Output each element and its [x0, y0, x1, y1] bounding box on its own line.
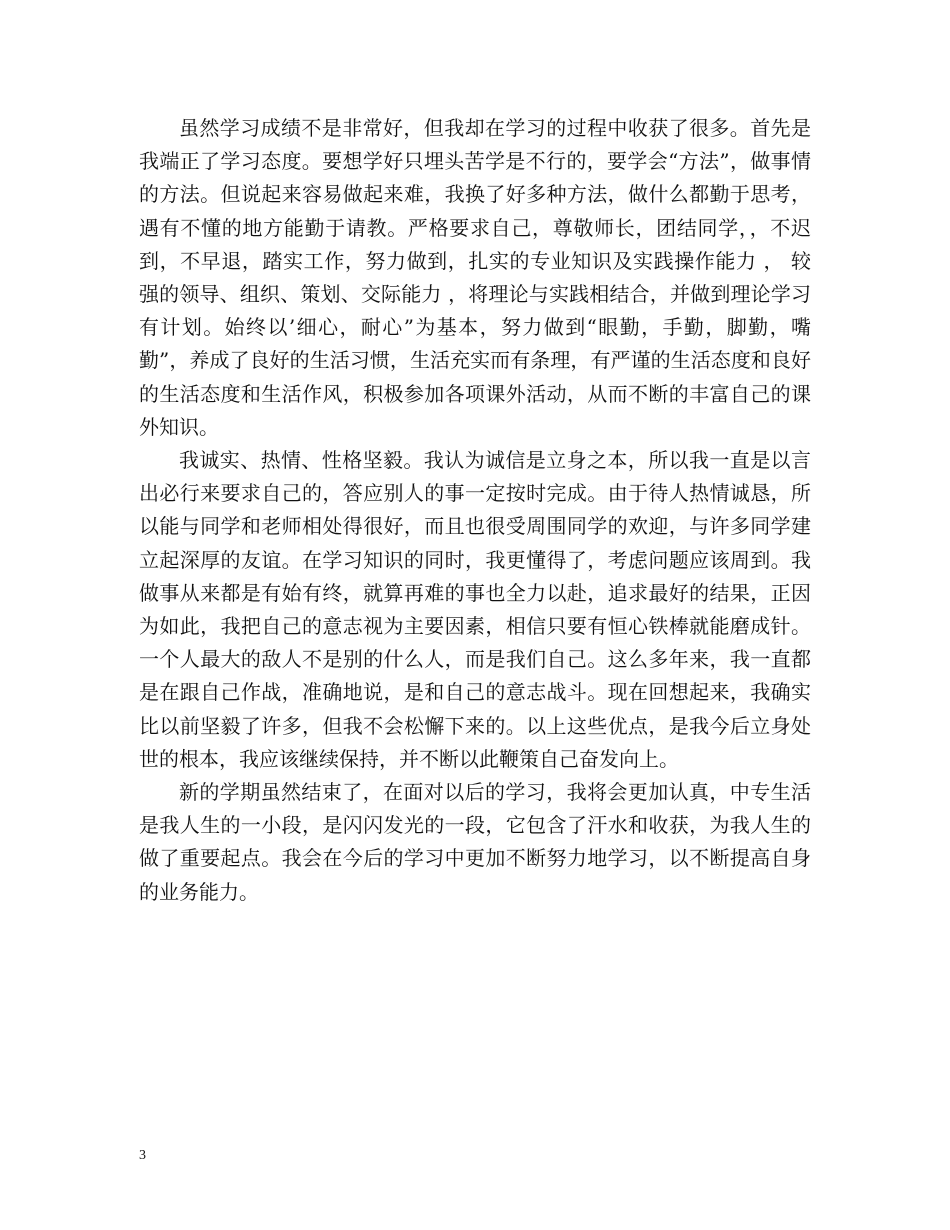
- paragraph-2: 我诚实、热情、性格坚毅。我认为诚信是立身之本，所以我一直是以言出必行来要求自己的，答应别人的事一定按时完成。由于待人热情诚恳，所以能与同学和老师相处得很好，而且也很受周围同学的欢迎，与许多同学建立起深厚的友谊。在学习知识的同时，我更懂得了，考虑问题应该周到。我做事从来都是有始有终，就算再难的事也全力以赴，追求最好的结果，正因为如此，我把自己的意志视为主要因素，相信只要有恒心铁棒就能磨成针。一个人最大的敌人不是别的什么人，而是我们自己。这么多年来，我一直都是在跟自己作战，准确地说，是和自己的意志战斗。现在回想起来，我确实比以前坚毅了许多，但我不会松懈下来的。以上这些优点，是我今后立身处世的根本，我应该继续保持，并不断以此鞭策自己奋发向上。: [139, 448, 811, 771]
- paragraph-3: 新的学期虽然结束了，在面对以后的学习，我将会更加认真，中专生活是我人生的一小段，是闪闪发光的一段，它包含了汗水和收获，为我人生的做了重要起点。我会在今后的学习中更加不断努力地学习，以不断提高自身的业务能力。: [139, 780, 811, 904]
- page-number: 3: [139, 1148, 146, 1163]
- paragraph-1: 虽然学习成绩不是非常好，但我却在学习的过程中收获了很多。首先是我端正了学习态度。要想学好只埋头苦学是不行的，要学会“方法”，做事情的方法。但说起来容易做起来难，我换了好多种方法，做什么都勤于思考，遇有不懂的地方能勤于请教。严格要求自己，尊敬师长，团结同学，，不迟到，不早退，踏实工作，努力做到，扎实的专业知识及实践操作能力 ， 较强的领导、组织、策划、交际能力 ，将理论与实践相结合，并做到理论学习有计划。始终以’细心，耐心”为基本，努力做到“眼勤，手勤，脚勤，嘴勤”，养成了良好的生活习惯，生活充实而有条理，有严谨的生活态度和良好的生活态度和生活作风，积极参加各项课外活动，从而不断的丰富自己的课外知识。: [139, 116, 811, 439]
- document-body: [139, 112, 811, 909]
